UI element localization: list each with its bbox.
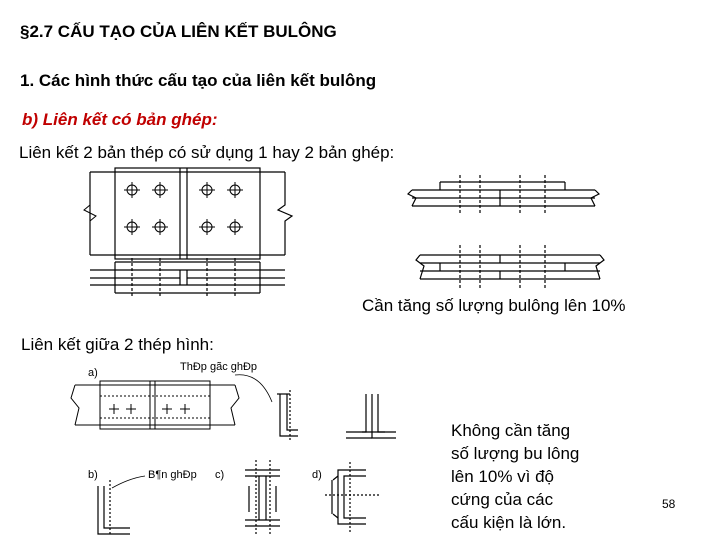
note-line: số lượng bu lông — [451, 444, 580, 463]
caption-a: ThĐp gãc ghĐp — [180, 361, 258, 373]
note-line: Không cần tăng — [451, 421, 571, 440]
section-heading: 1. Các hình thức cấu tạo của liên kết bulông — [20, 71, 377, 90]
subsection-heading: b) Liên kết có bản ghép: — [22, 110, 218, 129]
text-two-plates: Liên kết 2 bản thép có sử dụng 1 hay 2 bản ghép: — [19, 143, 395, 162]
single-splice-section — [408, 175, 599, 214]
page-number: 58 — [662, 497, 676, 511]
double-splice-section — [416, 245, 604, 288]
label-b: b) — [88, 469, 98, 481]
note-line: lên 10% vì độ — [451, 467, 555, 486]
page-title: §2.7 CẤU TẠO CỦA LIÊN KẾT BULÔNG — [20, 22, 337, 41]
caption-b: B¶n ghĐp — [148, 469, 197, 481]
angle-section-2 — [346, 394, 396, 438]
note-line: cấu kiện là lớn. — [451, 513, 567, 532]
figure-c — [245, 460, 280, 536]
label-a: a) — [88, 367, 98, 379]
text-shapes-connection: Liên kết giữa 2 thép hình: — [21, 335, 214, 354]
figure-b — [98, 476, 145, 536]
splice-plan-figure — [84, 168, 292, 298]
figure-a — [71, 375, 272, 429]
note-line: cứng của các — [451, 490, 554, 509]
angle-section-1 — [277, 390, 298, 440]
label-c: c) — [215, 469, 225, 481]
text-increase-bolts: Cần tăng số lượng bulông lên 10% — [362, 296, 626, 315]
figure-d — [325, 462, 380, 532]
label-d: d) — [312, 469, 322, 481]
